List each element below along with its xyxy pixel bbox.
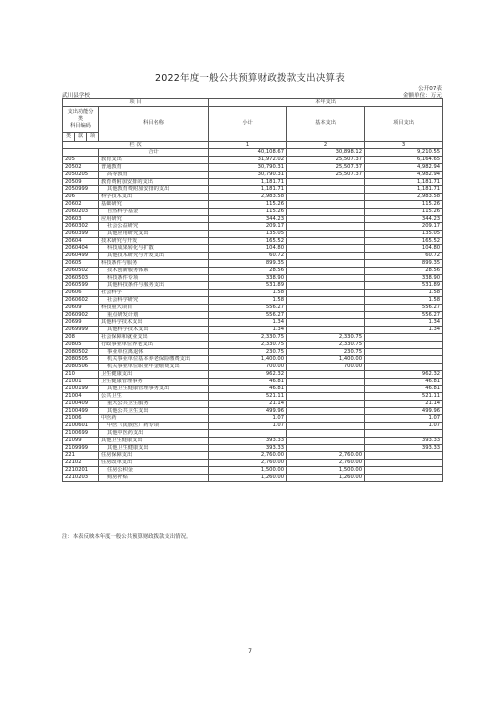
project-amount-cell: 899.35 <box>365 260 443 267</box>
table-row <box>63 215 443 222</box>
total-amount-cell: 135.05 <box>209 230 287 237</box>
basic-amount-cell <box>287 385 365 392</box>
table-row <box>63 178 443 185</box>
project-amount-cell: 393.33 <box>365 437 443 444</box>
total-amount-cell: 28.56 <box>209 267 287 274</box>
header-project: 项 目 <box>63 99 209 107</box>
code-cell: 2080502 <box>63 348 99 355</box>
subject-name-cell: 社会保障和就业支出 <box>99 334 209 341</box>
code-cell: 2060503 <box>63 275 99 282</box>
total-amount-cell: 393.33 <box>209 437 287 444</box>
subject-name-cell: 其他卫生健康支出 <box>99 445 209 452</box>
footnote: 注：本表反映本年度一般公共预算财政拨款支出情况。 <box>62 534 192 540</box>
total-amount-cell: 556.27 <box>209 304 287 311</box>
header-subject-name: 科目名称 <box>99 107 209 142</box>
table-row <box>63 437 443 444</box>
header-kuan: 款 <box>75 133 87 142</box>
subject-name-cell: 其他应用研究支出 <box>99 230 209 237</box>
project-amount-cell <box>365 474 443 481</box>
subject-name-cell: 行政事业单位养老支出 <box>99 341 209 348</box>
subject-name-cell: 中医药 <box>99 415 209 422</box>
basic-amount-cell <box>287 304 365 311</box>
table-row <box>63 415 443 422</box>
code-cell: 2109999 <box>63 445 99 452</box>
project-amount-cell: 115.26 <box>365 201 443 208</box>
total-amount-cell: 556.27 <box>209 311 287 318</box>
code-cell: 210 <box>63 371 99 378</box>
code-cell: 2100601 <box>63 422 99 429</box>
project-amount-cell: 115.26 <box>365 208 443 215</box>
total-amount-cell: 46.81 <box>209 378 287 385</box>
column-index-1: 1 <box>209 142 287 149</box>
amount-unit: 金额单位：万元 <box>402 93 442 99</box>
subject-name-cell: 其他中医药支出 <box>99 430 209 437</box>
project-amount-cell: 46.81 <box>365 378 443 385</box>
project-amount-cell: 962.32 <box>365 371 443 378</box>
table-row <box>63 275 443 282</box>
project-amount-cell: 135.05 <box>365 230 443 237</box>
basic-amount-cell: 1,260.00 <box>287 474 365 481</box>
table-row <box>63 408 443 415</box>
form-number: 公开07表 <box>418 86 442 92</box>
total-amount-cell: 499.96 <box>209 408 287 415</box>
basic-amount-cell: 2,330.75 <box>287 334 365 341</box>
code-cell: 2080505 <box>63 356 99 363</box>
project-amount-cell: 2,983.58 <box>365 193 443 200</box>
code-cell: 2069999 <box>63 326 99 333</box>
subject-name-cell: 事业单位离退休 <box>99 348 209 355</box>
total-amount-cell: 21.14 <box>209 400 287 407</box>
header-lei: 类 <box>63 133 75 142</box>
table-row <box>63 393 443 400</box>
code-cell: 2060602 <box>63 297 99 304</box>
total-amount-cell: 393.33 <box>209 445 287 452</box>
project-amount-cell: 1.07 <box>365 415 443 422</box>
project-amount-cell <box>365 452 443 459</box>
total-amount-cell: 115.26 <box>209 208 287 215</box>
subject-name-cell: 高等教育 <box>99 171 209 178</box>
code-cell: 2100199 <box>63 385 99 392</box>
project-amount-cell: 531.89 <box>365 282 443 289</box>
basic-amount-cell <box>287 400 365 407</box>
table-row <box>63 422 443 429</box>
project-amount-cell: 393.33 <box>365 445 443 452</box>
table-row <box>63 238 443 245</box>
code-cell: 20603 <box>63 215 99 222</box>
project-amount-cell: 338.90 <box>365 275 443 282</box>
total-amount-cell: 1.34 <box>209 319 287 326</box>
basic-amount-cell <box>287 371 365 378</box>
basic-amount-cell: 2,330.75 <box>287 341 365 348</box>
project-amount-cell: 556.27 <box>365 311 443 318</box>
project-amount-cell: 4,982.94 <box>365 164 443 171</box>
subject-name-cell: 科技成果转化与扩散 <box>99 245 209 252</box>
total-amount-cell: 115.26 <box>209 201 287 208</box>
basic-amount-cell <box>287 282 365 289</box>
basic-amount-cell <box>287 215 365 222</box>
project-amount-cell: 1.34 <box>365 319 443 326</box>
subject-name-cell: 购房补贴 <box>99 474 209 481</box>
project-amount-cell: 9,210.55 <box>365 149 443 156</box>
project-amount-cell: 1.07 <box>365 422 443 429</box>
header-lanci: 栏 次 <box>63 142 209 149</box>
column-index-3: 3 <box>365 142 443 149</box>
basic-amount-cell <box>287 178 365 185</box>
table-row <box>63 245 443 252</box>
project-amount-cell: 1,181.71 <box>365 178 443 185</box>
total-amount-cell: 165.52 <box>209 238 287 245</box>
total-amount-cell: 2,760.00 <box>209 459 287 466</box>
code-cell: 2210201 <box>63 467 99 474</box>
basic-amount-cell: 1,400.00 <box>287 356 365 363</box>
code-cell: 2060203 <box>63 208 99 215</box>
total-amount-cell: 2,330.75 <box>209 334 287 341</box>
basic-amount-cell <box>287 289 365 296</box>
code-cell <box>63 149 99 156</box>
code-cell: 20699 <box>63 319 99 326</box>
code-cell: 2060404 <box>63 245 99 252</box>
subject-name-cell: 教育费附加安排的支出 <box>99 178 209 185</box>
project-amount-cell <box>365 334 443 341</box>
project-amount-cell: 344.23 <box>365 215 443 222</box>
subject-name-cell: 其他卫生健康管理事务支出 <box>99 385 209 392</box>
table-row <box>63 260 443 267</box>
project-amount-cell: 499.96 <box>365 408 443 415</box>
header-current-year: 本年支出 <box>209 99 443 107</box>
total-amount-cell: 1.34 <box>209 326 287 333</box>
header-basic: 基本支出 <box>287 107 365 142</box>
subject-name-cell: 住房改革支出 <box>99 459 209 466</box>
header-project-exp: 项目支出 <box>365 107 443 142</box>
project-amount-cell: 1.34 <box>365 326 443 333</box>
total-amount-cell: 31,972.02 <box>209 156 287 163</box>
basic-amount-cell <box>287 445 365 452</box>
total-amount-cell: 2,330.75 <box>209 341 287 348</box>
subject-name-cell: 住房保障支出 <box>99 452 209 459</box>
subject-name-cell: 住房公积金 <box>99 467 209 474</box>
table-row <box>63 356 443 363</box>
subject-name-cell: 教育支出 <box>99 156 209 163</box>
code-cell: 2100699 <box>63 430 99 437</box>
subject-name-cell: 社会科学 <box>99 289 209 296</box>
table-row <box>63 371 443 378</box>
basic-amount-cell <box>287 297 365 304</box>
total-amount-cell: 344.23 <box>209 215 287 222</box>
basic-amount-cell <box>287 311 365 318</box>
subject-name-cell: 机关事业单位基本养老保险缴费支出 <box>99 356 209 363</box>
code-cell: 2060499 <box>63 252 99 259</box>
basic-amount-cell <box>287 422 365 429</box>
table-row <box>63 304 443 311</box>
project-amount-cell: 4,982.94 <box>365 171 443 178</box>
project-amount-cell <box>365 356 443 363</box>
total-amount-cell: 521.11 <box>209 393 287 400</box>
subject-name-cell: 卫生健康支出 <box>99 371 209 378</box>
table-row <box>63 208 443 215</box>
table-row <box>63 378 443 385</box>
table-row <box>63 452 443 459</box>
project-amount-cell <box>365 341 443 348</box>
total-amount-cell <box>209 430 287 437</box>
code-cell: 208 <box>63 334 99 341</box>
subject-name-cell: 其他卫生健康支出 <box>99 437 209 444</box>
basic-amount-cell <box>287 275 365 282</box>
basic-amount-cell: 1,500.00 <box>287 467 365 474</box>
table-row <box>63 186 443 193</box>
table-row <box>63 400 443 407</box>
subject-name-cell: 其他科技条件与服务支出 <box>99 282 209 289</box>
total-amount-cell: 1.58 <box>209 289 287 296</box>
code-cell: 20605 <box>63 260 99 267</box>
table-row <box>63 171 443 178</box>
total-amount-cell: 338.90 <box>209 275 287 282</box>
total-row <box>63 149 443 156</box>
code-cell: 20609 <box>63 304 99 311</box>
code-cell: 2100499 <box>63 408 99 415</box>
table-row <box>63 297 443 304</box>
total-amount-cell: 104.80 <box>209 245 287 252</box>
total-amount-cell: 962.32 <box>209 371 287 378</box>
table-row <box>63 326 443 333</box>
code-cell: 2060902 <box>63 311 99 318</box>
basic-amount-cell <box>287 245 365 252</box>
project-amount-cell <box>365 459 443 466</box>
basic-amount-cell <box>287 430 365 437</box>
table-row <box>63 164 443 171</box>
total-amount-cell: 1,260.00 <box>209 474 287 481</box>
code-cell: 21004 <box>63 393 99 400</box>
basic-amount-cell: 25,507.37 <box>287 171 365 178</box>
code-cell: 20805 <box>63 341 99 348</box>
basic-amount-cell <box>287 267 365 274</box>
code-cell: 22102 <box>63 459 99 466</box>
project-amount-cell: 6,164.65 <box>365 156 443 163</box>
subject-name-cell: 机关事业单位职业年金缴费支出 <box>99 363 209 370</box>
table-row <box>63 445 443 452</box>
table-row <box>63 363 443 370</box>
basic-amount-cell <box>287 415 365 422</box>
total-amount-cell: 2,760.00 <box>209 452 287 459</box>
code-cell: 205 <box>63 156 99 163</box>
code-cell: 21001 <box>63 378 99 385</box>
project-amount-cell: 521.11 <box>365 393 443 400</box>
total-amount-cell: 30,790.31 <box>209 171 287 178</box>
code-cell: 21006 <box>63 415 99 422</box>
code-cell: 2100409 <box>63 400 99 407</box>
basic-amount-cell <box>287 223 365 230</box>
total-amount-cell: 2,983.58 <box>209 193 287 200</box>
total-amount-cell: 1,181.71 <box>209 186 287 193</box>
code-cell: 2080506 <box>63 363 99 370</box>
total-amount-cell: 46.81 <box>209 385 287 392</box>
total-amount-cell: 531.89 <box>209 282 287 289</box>
code-cell: 20606 <box>63 289 99 296</box>
table-row <box>63 156 443 163</box>
table-row <box>63 193 443 200</box>
subject-name-cell: 其他技术研究与开发支出 <box>99 252 209 259</box>
basic-amount-cell <box>287 408 365 415</box>
table-row <box>63 348 443 355</box>
subject-name-cell: 中医（民族医）药专项 <box>99 422 209 429</box>
basic-amount-cell <box>287 208 365 215</box>
basic-amount-cell <box>287 326 365 333</box>
project-amount-cell: 1.58 <box>365 289 443 296</box>
code-cell: 20604 <box>63 238 99 245</box>
code-cell: 2060302 <box>63 223 99 230</box>
basic-amount-cell: 230.75 <box>287 348 365 355</box>
page-title: 2022年度一般公共预算财政拨款支出决算表 <box>155 73 345 84</box>
project-amount-cell <box>365 363 443 370</box>
code-cell: 20502 <box>63 164 99 171</box>
subject-name-cell: 合计 <box>99 149 209 156</box>
code-cell: 2210203 <box>63 474 99 481</box>
subject-name-cell: 其他公共卫生支出 <box>99 408 209 415</box>
code-cell: 2050205 <box>63 171 99 178</box>
table-row <box>63 474 443 481</box>
total-amount-cell: 209.17 <box>209 223 287 230</box>
basic-amount-cell <box>287 378 365 385</box>
column-index-row <box>63 142 443 149</box>
table-row <box>63 385 443 392</box>
basic-amount-cell <box>287 230 365 237</box>
project-amount-cell: 1.58 <box>365 297 443 304</box>
project-amount-cell: 60.72 <box>365 252 443 259</box>
table-row <box>63 319 443 326</box>
table-row <box>63 334 443 341</box>
total-amount-cell: 1,400.00 <box>209 356 287 363</box>
project-amount-cell: 165.52 <box>365 238 443 245</box>
subject-name-cell: 科技条件专项 <box>99 275 209 282</box>
subject-name-cell: 基础研究 <box>99 201 209 208</box>
table-row <box>63 230 443 237</box>
total-amount-cell: 899.35 <box>209 260 287 267</box>
basic-amount-cell <box>287 193 365 200</box>
table-row <box>63 467 443 474</box>
basic-amount-cell: 700.00 <box>287 363 365 370</box>
total-amount-cell: 1.07 <box>209 422 287 429</box>
total-amount-cell: 60.72 <box>209 252 287 259</box>
project-amount-cell <box>365 467 443 474</box>
subject-name-cell: 科技重大项目 <box>99 304 209 311</box>
project-amount-cell: 46.81 <box>365 385 443 392</box>
header-row-1 <box>63 99 443 107</box>
project-amount-cell <box>365 430 443 437</box>
subject-name-cell: 其他教育费附加安排的支出 <box>99 186 209 193</box>
total-amount-cell: 40,108.67 <box>209 149 287 156</box>
code-cell: 206 <box>63 193 99 200</box>
basic-amount-cell <box>287 186 365 193</box>
project-amount-cell: 556.27 <box>365 304 443 311</box>
code-cell: 2060599 <box>63 282 99 289</box>
project-amount-cell: 209.17 <box>365 223 443 230</box>
code-cell: 2060399 <box>63 230 99 237</box>
subject-name-cell: 科学技术支出 <box>99 193 209 200</box>
subject-name-cell: 普通教育 <box>99 164 209 171</box>
subject-name-cell: 卫生健康管理事务 <box>99 378 209 385</box>
page-number: 7 <box>248 648 252 655</box>
header-xiang: 项 <box>87 133 99 142</box>
basic-amount-cell <box>287 437 365 444</box>
project-amount-cell <box>365 348 443 355</box>
table-row <box>63 223 443 230</box>
table-row <box>63 430 443 437</box>
project-amount-cell: 1,181.71 <box>365 186 443 193</box>
subject-name-cell: 重大公共卫生服务 <box>99 400 209 407</box>
table-row <box>63 282 443 289</box>
expenditure-table <box>62 98 443 482</box>
project-amount-cell: 28.56 <box>365 267 443 274</box>
subject-name-cell: 社会公益研究 <box>99 223 209 230</box>
code-cell: 2060502 <box>63 267 99 274</box>
subject-name-cell: 社会科学研究 <box>99 297 209 304</box>
basic-amount-cell <box>287 201 365 208</box>
table-row <box>63 201 443 208</box>
total-amount-cell: 700.00 <box>209 363 287 370</box>
subject-name-cell: 其他科学技术支出 <box>99 319 209 326</box>
total-amount-cell: 1.58 <box>209 297 287 304</box>
project-amount-cell: 104.80 <box>365 245 443 252</box>
basic-amount-cell: 2,760.00 <box>287 452 365 459</box>
project-amount-cell: 21.14 <box>365 400 443 407</box>
total-amount-cell: 1.07 <box>209 415 287 422</box>
basic-amount-cell: 30,898.12 <box>287 149 365 156</box>
subject-name-cell: 应用研究 <box>99 215 209 222</box>
table-row <box>63 341 443 348</box>
basic-amount-cell <box>287 260 365 267</box>
basic-amount-cell: 2,760.00 <box>287 459 365 466</box>
total-amount-cell: 1,500.00 <box>209 467 287 474</box>
subject-name-cell: 其他科学技术支出 <box>99 326 209 333</box>
table-row <box>63 459 443 466</box>
basic-amount-cell: 25,507.37 <box>287 156 365 163</box>
code-cell: 20602 <box>63 201 99 208</box>
subject-name-cell: 自然科学基金 <box>99 208 209 215</box>
subject-name-cell: 公共卫生 <box>99 393 209 400</box>
subject-name-cell: 技术研究与开发 <box>99 238 209 245</box>
table-row <box>63 311 443 318</box>
code-cell: 221 <box>63 452 99 459</box>
header-subtotal: 小计 <box>209 107 287 142</box>
total-amount-cell: 230.75 <box>209 348 287 355</box>
basic-amount-cell <box>287 238 365 245</box>
subject-name-cell: 技术创新服务体系 <box>99 267 209 274</box>
organization-name: 武川县学校 <box>62 93 90 99</box>
basic-amount-cell: 25,507.37 <box>287 164 365 171</box>
subject-name-cell: 科技条件与服务 <box>99 260 209 267</box>
header-func-class: 支出功能分类 科目编码 <box>63 107 99 133</box>
basic-amount-cell <box>287 393 365 400</box>
table-row <box>63 252 443 259</box>
table-row <box>63 267 443 274</box>
total-amount-cell: 1,181.71 <box>209 178 287 185</box>
column-index-2: 2 <box>287 142 365 149</box>
table-row <box>63 289 443 296</box>
code-cell: 21099 <box>63 437 99 444</box>
code-cell: 20509 <box>63 178 99 185</box>
code-cell: 2050999 <box>63 186 99 193</box>
subject-name-cell: 重点研发计划 <box>99 311 209 318</box>
total-amount-cell: 30,790.31 <box>209 164 287 171</box>
header-row-2 <box>63 107 443 133</box>
basic-amount-cell <box>287 319 365 326</box>
basic-amount-cell <box>287 252 365 259</box>
